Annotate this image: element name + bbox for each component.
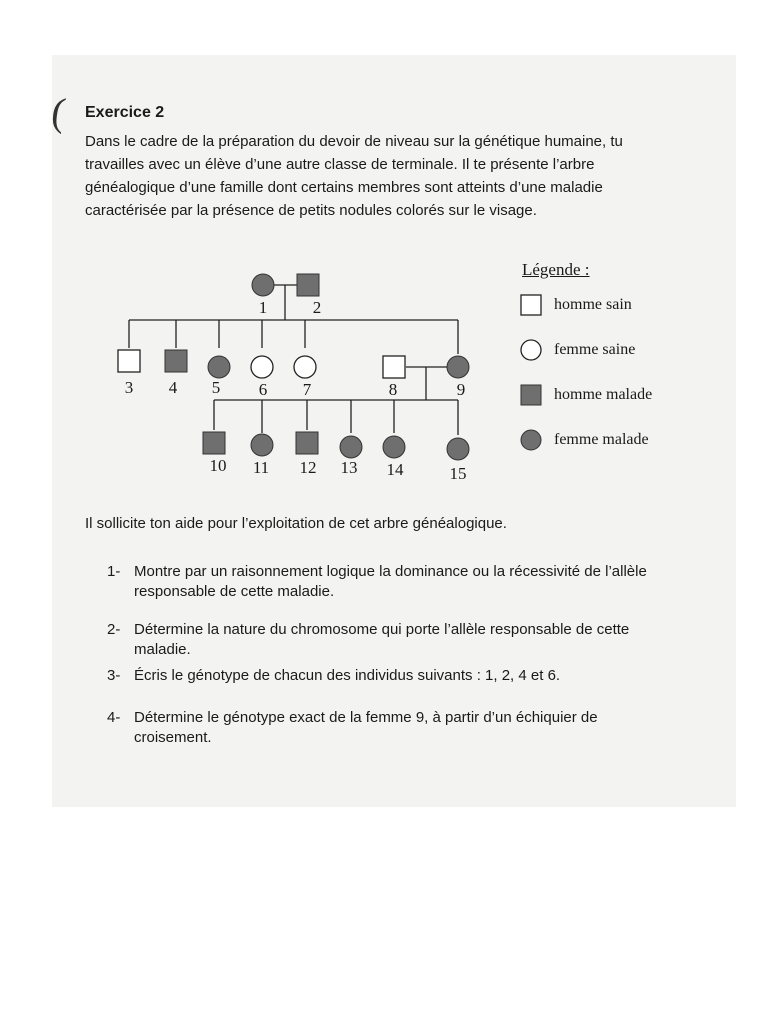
question-line: Détermine la nature du chromosome qui porte l’allèle responsable de cette	[134, 621, 630, 638]
question-number: 2-	[107, 621, 121, 638]
question-text	[134, 620, 629, 660]
legend	[520, 260, 652, 474]
legend-label: homme sain	[554, 296, 632, 313]
individual-number-5: 5	[211, 378, 221, 397]
question-line: maladie.	[134, 641, 191, 658]
healthy-female-circle-icon	[520, 339, 542, 361]
question-line: Montre par un raisonnement logique la dominance ou la récessivité de l’allèle	[134, 563, 647, 580]
legend-title-text: Légende	[522, 260, 581, 279]
question-number: 1-	[107, 563, 121, 580]
individual-number-2: 2	[312, 298, 322, 317]
individual-4-male-affected	[165, 350, 187, 372]
individual-number-13: 13	[340, 458, 358, 477]
individual-8-male-healthy	[383, 356, 405, 378]
individual-number-11: 11	[252, 458, 270, 477]
individual-15-female-affected	[447, 438, 469, 460]
question-text	[134, 708, 598, 748]
affected-male-square-icon	[520, 384, 542, 406]
legend-item-femme-malade	[520, 429, 652, 451]
individual-number-6: 6	[258, 380, 268, 399]
legend-label: femme saine	[554, 341, 636, 358]
legend-item-homme-malade	[520, 384, 652, 406]
question-item	[107, 708, 707, 748]
question-text	[134, 666, 560, 686]
pedigree-chart	[100, 260, 500, 485]
intro-line: généalogique d’une famille dont certains membres sont atteints d’une maladie	[85, 179, 603, 196]
individual-number-9: 9	[456, 380, 466, 399]
individual-11-female-affected	[251, 434, 273, 456]
individual-number-1: 1	[258, 298, 268, 317]
individual-5-female-affected	[208, 356, 230, 378]
intro-line: travailles avec un élève d’une autre classe de terminale. Il te présente l’arbre	[85, 156, 595, 173]
intro-line: Dans le cadre de la préparation du devoir de niveau sur la génétique humaine, tu	[85, 133, 623, 150]
individual-number-10: 10	[209, 456, 227, 475]
legend-label: femme malade	[554, 431, 649, 448]
individual-10-male-affected	[203, 432, 225, 454]
handwritten-bracket: (	[48, 88, 69, 135]
question-number: 4-	[107, 709, 121, 726]
individual-number-14: 14	[386, 460, 404, 479]
question-text	[134, 562, 647, 602]
individual-2-male-affected	[297, 274, 319, 296]
individual-number-3: 3	[124, 378, 134, 397]
individual-3-male-healthy	[118, 350, 140, 372]
individual-13-female-affected	[340, 436, 362, 458]
legend-title	[522, 260, 652, 280]
exercise-title: Exercice 2	[85, 104, 165, 121]
individual-1-female-affected	[252, 274, 274, 296]
individual-12-male-affected	[296, 432, 318, 454]
question-item	[107, 562, 707, 602]
legend-title-suffix: :	[580, 260, 590, 279]
individual-number-15: 15	[449, 464, 467, 483]
exercise-intro	[85, 130, 705, 222]
healthy-male-square-icon	[520, 294, 542, 316]
intro-line: caractérisée par la présence de petits nodules colorés sur le visage.	[85, 202, 537, 219]
pedigree-symbols	[118, 274, 469, 483]
legend-item-homme-sain	[520, 294, 652, 316]
question-line: croisement.	[134, 729, 212, 746]
question-item	[107, 666, 707, 686]
question-number: 3-	[107, 667, 121, 684]
prompt-text: Il sollicite ton aide pour l’exploitation de cet arbre généalogique.	[85, 515, 507, 532]
affected-female-circle-icon	[520, 429, 542, 451]
question-line: Écris le génotype de chacun des individus suivants : 1, 2, 4 et 6.	[134, 667, 561, 684]
legend-item-femme-saine	[520, 339, 652, 361]
individual-number-8: 8	[388, 380, 398, 399]
individual-number-4: 4	[168, 378, 178, 397]
question-line: responsable de cette maladie.	[134, 583, 335, 600]
question-list	[107, 562, 707, 748]
individual-7-female-healthy	[294, 356, 316, 378]
individual-number-7: 7	[302, 380, 312, 399]
legend-label: homme malade	[554, 386, 653, 403]
individual-14-female-affected	[383, 436, 405, 458]
individual-9-female-affected	[447, 356, 469, 378]
question-item	[107, 620, 707, 660]
individual-number-12: 12	[299, 458, 317, 477]
individual-6-female-healthy	[251, 356, 273, 378]
question-line: Détermine le génotype exact de la femme 9, à partir d’un échiquier de	[134, 709, 598, 726]
